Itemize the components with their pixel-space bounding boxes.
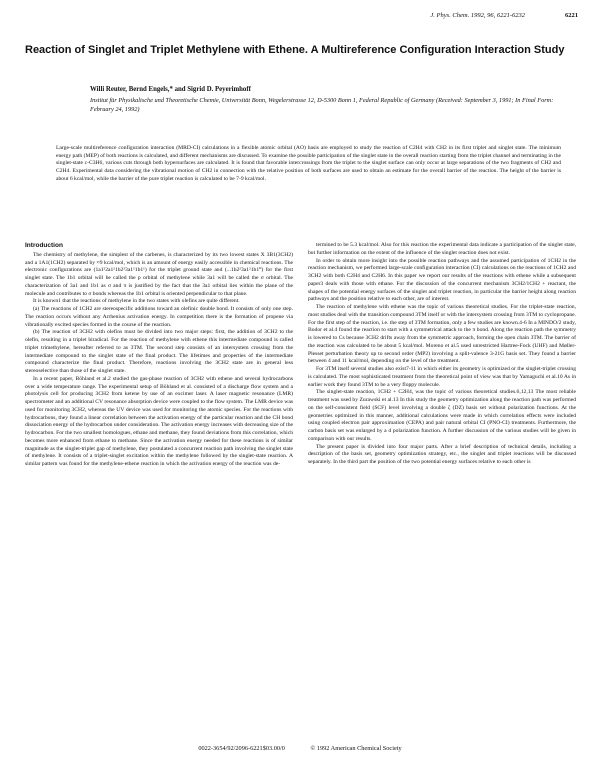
paragraph: In a recent paper, Böhland et al.2 studied the gas-phase reaction of 3CH2 with ethene and several hydrocarbons over a wide temperature range. The experimental setup of Böhland et al. consisted of a discharge flow system and a photolysis cell for producing 3CH2 from ketene by use of an excimer laser. A laser magnetic resonance (LMR) spectrometer and an additional CV resonance absorption device were coupled to the flow system. The LMR device was used for monitoring 3CH2, whereas the UV device was used for monitoring the atomic species. For the reactions with hydrocarbons, they found a linear correlation between the activation energy of the particular reaction and the CH bond dissociation energy of the hydrocarbon under consideration. The activation energy increases with decreasing size of the hydrocarbon. For the two smallest homologues, ethane and methane, they found deviations from this correlation, which becomes more enhanced from ethane to methane. Since the activation energy needed for these reactions is of similar magnitude as the singlet-triplet gap of methylene, they postulated a concurrent reaction path involving the singlet state of methylene. It consists of a triplet-singlet excitation within the methylene followed by the singlet-state reaction. A similar pattern was found for the methylene-ethene reaction in which the activation energy of the reaction was de- [25, 375, 293, 467]
article-code: 0022-3654/92/2096-6221$03.00/0 [198, 745, 285, 752]
paragraph: (a) The reactions of 1CH2 are stereospecific additions toward an olefinic double bond. It consists of only one step. The reaction occurs without any Arrhenius activation energy. In competition there is the formation of propene via vibrationally excited species formed in the course of the reaction. [25, 306, 293, 328]
running-header [0, 12, 600, 24]
abstract: Large-scale multireference configuration interaction (MRD-CI) calculations in a flexible atomic orbital (AO) basis are employed to study the reaction of C2H4 with CH2 in its first triplet and singlet state. The minimum energy path (MEP) of both reactions is calculated, and different mechanisms are discussed. To examine the possible participation of the singlet state in the overall reaction starting from the triplet channel and terminating in the singlet-state c-C3H6, various cuts through both hypersurfaces are calculated. It is found that favorable intercrossings from the triplet to the singlet surface can only occur at large separations of the two fragments of CH2 and C2H4. Experimental data considering the vibrational motion of CH2 in connection with the relative position of both surfaces are used to obtain an estimate for the overall barrier of the reaction. The height of the barrier is about 6 kcal/mol, while the barrier of the pure triplet reaction is calculated to be 7-9 kcal/mol. [56, 145, 561, 182]
left-column [25, 242, 293, 737]
affiliation: Institut für Physikalische und Theoretische Chemie, Universität Bonn, Wegelerstrasse 12, D-5300 Bonn 1, Federal Republic of Germany (Received: September 3, 1991; In Final Form: February 24, 1992) [90, 97, 554, 113]
paragraph: The present paper is divided into four major parts. After a brief description of technical details, including a description of the basis set, geometry optimization strategy, etc., the singlet and triplet reactions will be discussed separately. In the third part the position of the two potential energy surfaces relative to each other is [308, 443, 576, 465]
section-heading-introduction: Introduction [25, 242, 63, 249]
paper-title: Reaction of Singlet and Triplet Methylene with Ethene. A Multireference Configuration Interaction Study [25, 44, 565, 56]
paragraph: In order to obtain more insight into the possible reaction pathways and the assumed participation of 1CH2 in the reaction mechanism, we performed large-scale configuration interaction (CI) calculations on the reactions of 1CH2 and 3CH2 with both C2H4 and C2H6. In this paper we report our results of the reactions with ethene while a subsequent paper3 deals with those with ethane. For the discussion of the concurrent mechanism 3CH2/1CH2 + reactant, the shapes of the potential energy surfaces of the singlet and triplet reaction, in particular the barrier height along reaction pathways and the position relative to each other, are of interest. [308, 257, 576, 303]
paragraph: (b) The reaction of 3CH2 with olefins must be divided into two major steps: first, the addition of 3CH2 to the olefin, resulting in a triplet biradical. For the reaction of methylene with ethene this intermediate compound is called triplet trimethylene, hereafter referred to as 3TM. The second step consists of an intersystem crossing from the intermediate compound to the singlet state of the final product. The lifetimes and properties of the intermediate compound characterize the final product. Therefore, reactions involving the 3CH2 state are in general less stereoselective than those of the singlet state. [25, 329, 293, 374]
paragraph: The chemistry of methylene, the simplest of the carbenes, is characterized by its two lowest states X 3B1(3CH2) and a 1A1(1CH2) separated by ≈9 kcal/mol, which is an amount of energy easily accessible in chemical reactions. The electronic configurations are (1a1²2a1²1b2²3a1¹1b1¹) for the triplet ground state and (...1b2²3a1²1b1⁰) for the first singlet state. The 1b1 orbital will be called the p orbital of methylene while 3a1 will be called the σ orbital. The characterization of 3a1 and 1b1 as σ and π is justified by the fact that the 3a1 orbital lies within the plane of the molecule and contributes to σ bonds whereas the 1b1 orbital is oriented perpendicular to that plane. [25, 251, 293, 297]
page-footer [0, 745, 600, 752]
copyright-notice: © 1992 American Chemical Society [310, 745, 402, 752]
page-number: 6221 [565, 12, 578, 19]
paragraph: It is known1 that the reactions of methylene in the two states with olefins are quite different. [33, 298, 240, 305]
paragraph: termined to be 5.3 kcal/mol. Also for this reaction the experimental data indicate a participation of the singlet state, but further information on the extent of the influence of the singlet reaction does not exist. [308, 242, 576, 256]
author-list: Willi Reuter, Bernd Engels,* and Sigrid D. Peyerimhoff [90, 86, 251, 93]
paragraph: The singlet-state reaction, 1CH2 + C2H4, was the topic of various theoretical studies.6,12,13 The most reliable treatment was used by Zurawski et al.13 In this study the geometry optimization along the reaction path was performed on the self-consistent field (SCF) level involving a double ζ (DZ) basis set without polarization functions. At the geometries optimized in this manner, additional calculations were made in which correlation effects were included using coupled electron pair approximation (CEPA) and pair natural orbital CI (PNO-CI) treatments. Furthermore, the carbon basis set was enlarged by a d polarization function. A further discussion of the various studies will be given in comparison with our results. [308, 389, 576, 442]
right-column [308, 242, 576, 737]
paragraph: For 3TM itself several studies also exist7-11 in which either its geometry is optimized or the singlet-triplet crossing is calculated. The most sophisticated treatment from the theoretical point of view was that by Yamaguchi et al.10 As in earlier work they found 3TM to be a very floppy molecule. [308, 366, 576, 388]
journal-citation: J. Phys. Chem. 1992, 96, 6221-6232 [430, 12, 525, 19]
paragraph: The reaction of methylene with ethene was the topic of various theoretical studies. For the triplet-state reaction, most studies deal with the transition compound 3TM itself or with the intersystem crossing from 3TM to cyclopropane. For the first step of the reaction, i.e. the step of 3TM formation, only a few studies are known.4-6 In a MINDO/2 study, Bodor et al.4 found the reaction to start with a symmetrical attack to the π bond. Along the reaction path the symmetry is lowered to Cs because 3CH2 drifts away from the symmetric approach, forming the open chain 3TM. The barrier of the reaction was calculated to be about 5 kcal/mol. Moreno et al.5 used unrestricted Hartree-Fock (UHF) and Møller-Plesset perturbation theory up to second order (MP2) involving a split-valence 3-21G basis set. They found a barrier between 4 and 11 kcal/mol, depending on the level of the treatment. [308, 304, 576, 365]
